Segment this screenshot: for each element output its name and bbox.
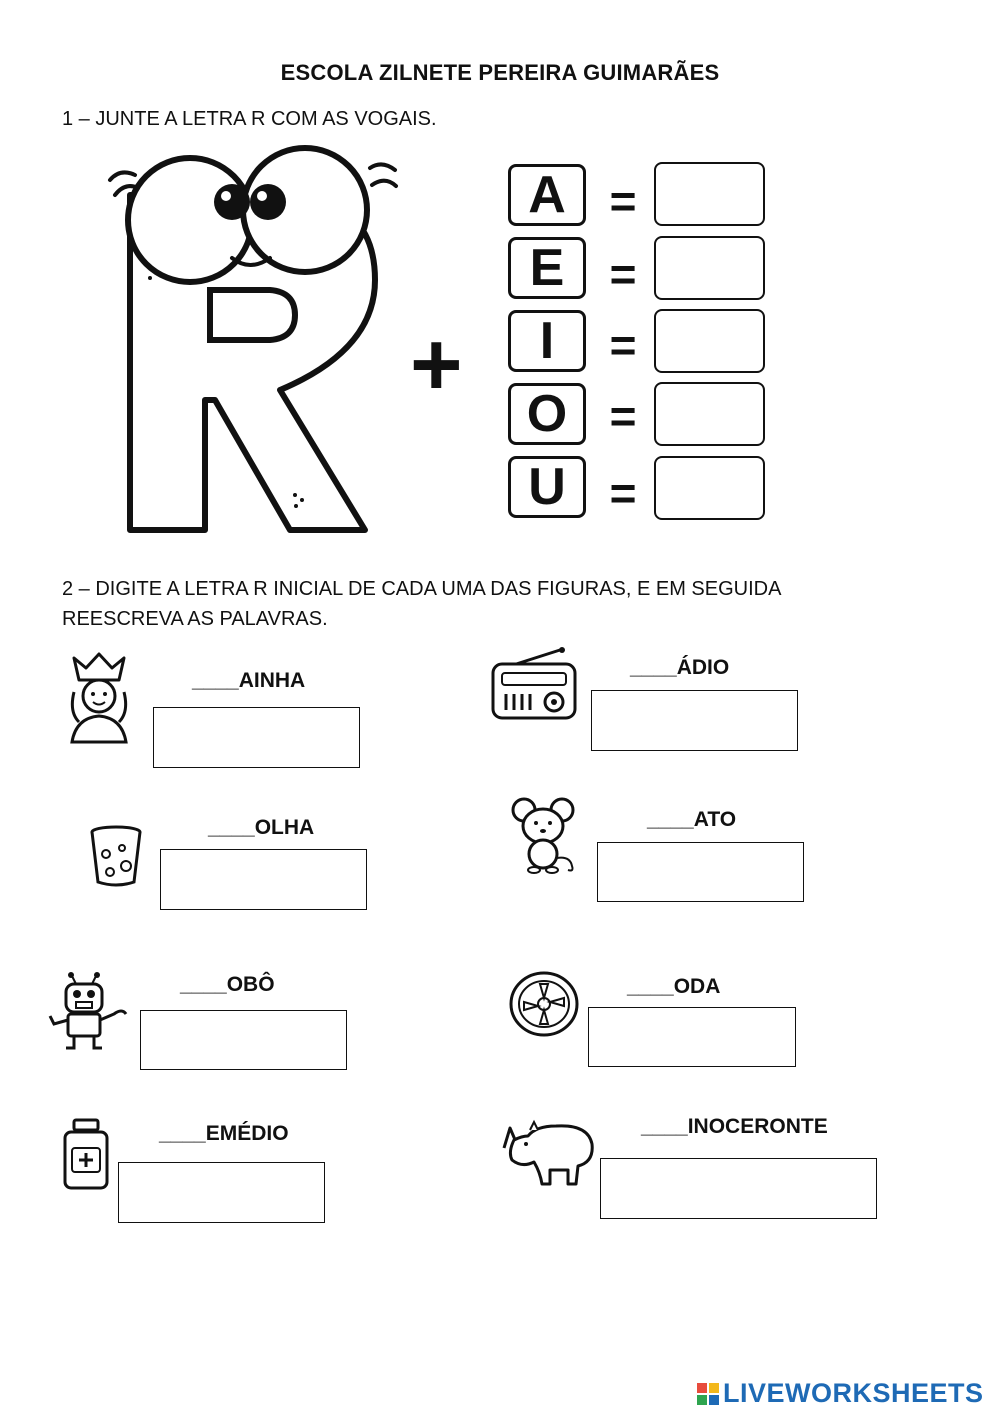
equals-sign: = [609, 248, 637, 300]
letter-r-character-icon [100, 140, 400, 540]
answer-box-ru[interactable] [654, 456, 765, 520]
vowel-box-o: O [508, 383, 586, 445]
answer-field-remedio[interactable] [118, 1162, 325, 1223]
answer-field-rolha[interactable] [160, 849, 367, 910]
question-1-instruction: 1 – JUNTE A LETRA R COM AS VOGAIS. [62, 108, 437, 130]
radio-icon [490, 646, 578, 722]
word-rato: ____ATO [647, 808, 737, 831]
answer-box-ra[interactable] [654, 162, 765, 226]
word-remedio: ____EMÉDIO [159, 1122, 289, 1145]
cup-icon [88, 824, 144, 888]
word-robo: ____OBÔ [180, 973, 275, 996]
question-2-line-2: REESCREVA AS PALAVRAS. [62, 608, 328, 630]
word-roda: ____ODA [627, 975, 721, 998]
vowel-box-e: E [508, 237, 586, 299]
answer-box-re[interactable] [654, 236, 765, 300]
plus-sign: + [410, 315, 463, 415]
question-2-line-1: 2 – DIGITE A LETRA R INICIAL DE CADA UMA DAS FIGURAS, E EM SEGUIDA [62, 578, 782, 600]
brand-squares-icon [697, 1383, 719, 1405]
brand-text: LIVEWORKSHEETS [723, 1378, 984, 1408]
word-rinoceronte: ____INOCERONTE [641, 1115, 828, 1138]
rhino-icon [500, 1118, 596, 1190]
liveworksheets-logo [697, 1378, 984, 1409]
answer-field-rinoceronte[interactable] [600, 1158, 877, 1219]
equals-sign: = [609, 319, 637, 371]
answer-box-ri[interactable] [654, 309, 765, 373]
word-radio: ____ÁDIO [630, 656, 730, 679]
answer-field-robo[interactable] [140, 1010, 347, 1070]
answer-field-roda[interactable] [588, 1007, 796, 1067]
word-rainha: ____AINHA [192, 669, 306, 692]
equals-sign: = [609, 467, 637, 519]
equals-sign: = [609, 175, 637, 227]
school-title: ESCOLA ZILNETE PEREIRA GUIMARÃES [280, 60, 720, 85]
answer-box-ro[interactable] [654, 382, 765, 446]
answer-field-radio[interactable] [591, 690, 798, 751]
question-2-instruction [62, 574, 942, 634]
vowel-box-a: A [508, 164, 586, 226]
wheel-icon [508, 970, 580, 1038]
medicine-icon [62, 1118, 110, 1190]
robot-icon [44, 970, 130, 1052]
answer-field-rato[interactable] [597, 842, 804, 902]
queen-icon [64, 652, 134, 744]
mouse-icon [510, 796, 580, 874]
answer-field-rainha[interactable] [153, 707, 360, 768]
equals-sign: = [609, 390, 637, 442]
vowel-box-u: U [508, 456, 586, 518]
vowel-box-i: I [508, 310, 586, 372]
word-rolha: ____OLHA [208, 816, 315, 839]
